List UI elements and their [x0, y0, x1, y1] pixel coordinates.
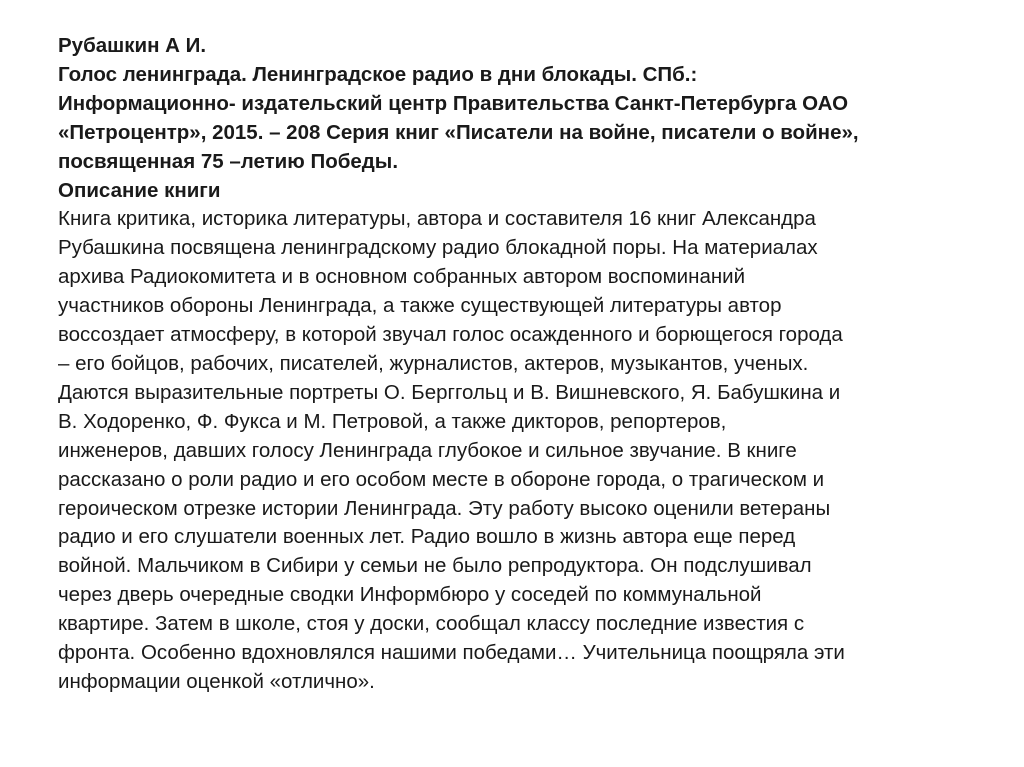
description-line: инженеров, давших голосу Ленинграда глубокое и сильное звучание. В книге — [58, 438, 797, 462]
description-line: через дверь очередные сводки Информбюро у соседей по коммунальной — [58, 583, 762, 607]
author-name: Рубашкин А И. — [58, 34, 207, 57]
description-line: участников обороны Ленинграда, а также существующей литературы автор — [58, 294, 782, 318]
description-line: воссоздает атмосферу, в которой звучал голос осажденного и борющегося города — [58, 323, 843, 347]
description-line: фронта. Особенно вдохновлялся нашими победами… Учительница поощряла эти — [58, 641, 845, 665]
citation-line: Информационно- издательский центр Правительства Санкт-Петербурга ОАО — [58, 91, 849, 115]
description-line: войной. Мальчиком в Сибири у семьи не было репродуктора. Он подслушивал — [58, 554, 812, 578]
section-heading: Описание книги — [58, 178, 221, 202]
description-line: – его бойцов, рабочих, писателей, журналистов, актеров, музыкантов, ученых. — [58, 351, 809, 375]
description-line: героическом отрезке истории Ленинграда. Эту работу высоко оценили ветераны — [58, 496, 831, 520]
citation-line: Голос ленинграда. Ленинградское радио в дни блокады. СПб.: — [58, 62, 698, 86]
description-line: рассказано о роли радио и его особом месте в обороне города, о трагическом и — [58, 467, 825, 491]
description-line: В. Ходоренко, Ф. Фукса и М. Петровой, а также дикторов, репортеров, — [58, 409, 727, 433]
citation-line: «Петроцентр», 2015. – 208 Серия книг «Писатели на войне, писатели о войне», — [58, 120, 859, 144]
description-line: Даются выразительные портреты О. Берггольц и В. Вишневского, Я. Бабушкина и — [58, 380, 841, 404]
description-line: Рубашкина посвящена ленинградскому радио блокадной поры. На материалах — [58, 236, 818, 260]
citation-line: посвященная 75 –летию Победы. — [58, 149, 399, 173]
book-card — [58, 32, 968, 697]
description-line: Книга критика, историка литературы, автора и составителя 16 книг Александра — [58, 207, 816, 231]
description-line: архива Радиокомитета и в основном собранных автором воспоминаний — [58, 265, 746, 289]
description-line: информации оценкой «отлично». — [58, 669, 375, 693]
description-line: квартире. Затем в школе, стоя у доски, сообщал классу последние известия с — [58, 612, 805, 636]
description-line: радио и его слушатели военных лет. Радио вошло в жизнь автора еще перед — [58, 525, 796, 549]
